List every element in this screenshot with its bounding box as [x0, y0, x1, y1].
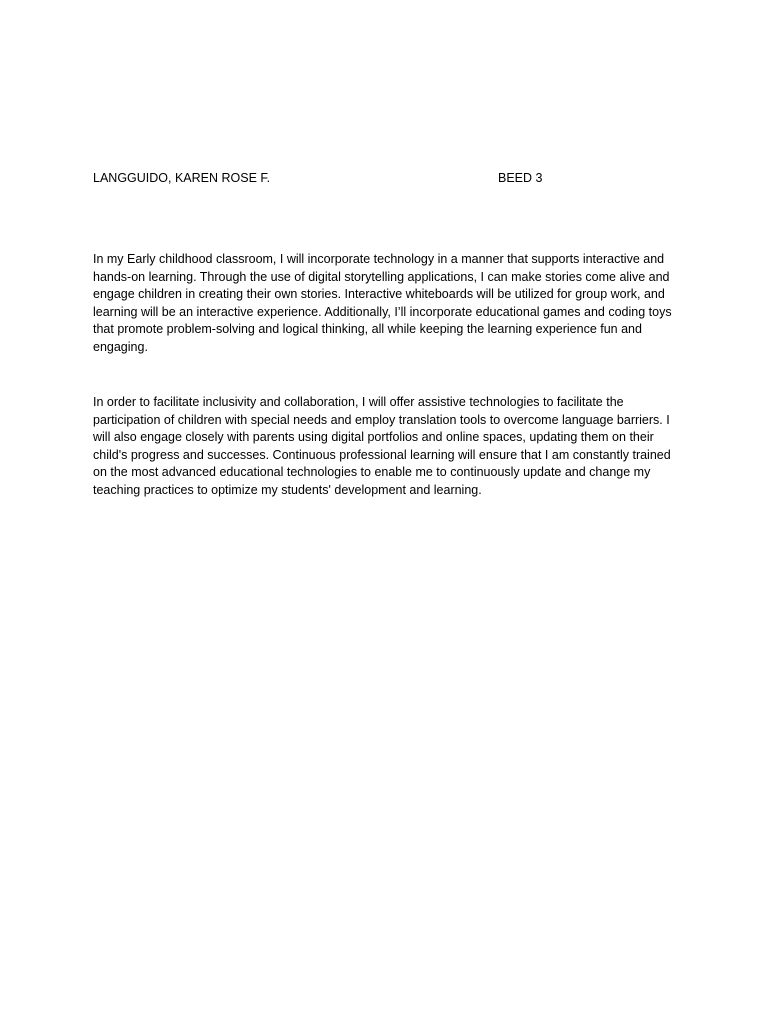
course-label: BEED 3	[498, 171, 543, 185]
body-paragraph: In my Early childhood classroom, I will incorporate technology in a manner that supports interactive and hands-on learning. Through the use of digital storytelling applications, I can make stories come alive and engage children in creating their own stories. Interactive whiteboards will be utilized for group work, and learning will be an interactive experience. Additionally, I’ll incorporate educational games and coding toys that promote problem-solving and logical thinking, all while keeping the learning experience fun and engaging.	[93, 252, 672, 354]
body-paragraph: In order to facilitate inclusivity and collaboration, I will offer assistive technologies to facilitate the participation of children with special needs and employ translation tools to overcome language barriers. I will also engage closely with parents using digital portfolios and online spaces, updating them on their child's progress and successes. Continuous professional learning will ensure that I am constantly trained on the most advanced educational technologies to enable me to continuously update and change my teaching practices to optimize my students' development and learning.	[93, 395, 671, 497]
author-name: LANGGUIDO, KAREN ROSE F.	[93, 171, 271, 185]
document-header	[93, 170, 683, 186]
